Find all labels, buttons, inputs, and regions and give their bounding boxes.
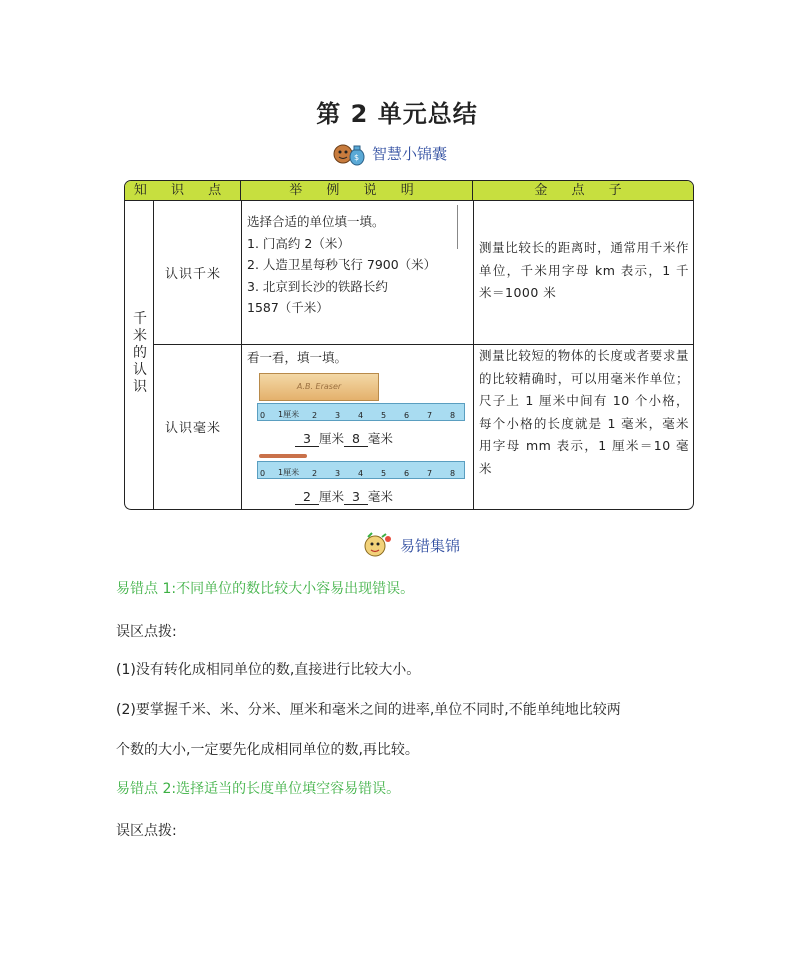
ruler-tick-label: 3 xyxy=(335,469,341,478)
ruler-tick-label: 5 xyxy=(381,469,387,478)
section-mistakes-label: 易错集锦 xyxy=(400,536,461,555)
table-header-example: 举 例 说 明 xyxy=(241,181,473,201)
divider xyxy=(153,201,154,509)
tip-kilometer: 测量比较长的距离时，通常用千米作单位，千米用字母 km 表示，1 千米＝1000 米 xyxy=(479,240,689,300)
topic-kilometer: 认识千米 xyxy=(165,267,222,282)
section-heading-mistakes xyxy=(360,531,460,559)
ruler-tick-label: 7 xyxy=(427,469,433,478)
answer-unit: 厘米 xyxy=(318,489,344,504)
divider xyxy=(473,201,474,509)
eraser-image: A.B. Eraser xyxy=(259,373,379,401)
answer-unit: 毫米 xyxy=(367,489,393,504)
ruler-tick-label: 4 xyxy=(358,411,364,420)
tip-millimeter: 测量比较短的物体的长度或者要求量的比较精确时，可以用毫米作单位；尺子上 1 厘米中间有 10 个小格，每个小格的长度就是 1 毫米，毫米用字母 mm 表示，1 厘米＝10 毫米 xyxy=(479,348,689,476)
ruler-tick-label: 8 xyxy=(450,411,456,420)
answer-blank: 8 xyxy=(344,431,368,447)
table-header-knowledge: 知 识 点 xyxy=(125,181,241,201)
pencil-image xyxy=(259,454,307,458)
hint-item: (1)没有转化成相同单位的数,直接进行比较大小。 xyxy=(116,662,421,678)
category-label: 千米的认识 xyxy=(133,311,147,395)
mistake-point-2: 易错点 2:选择适当的长度单位填空容易错误。 xyxy=(116,781,401,797)
hint-label: 误区点拨: xyxy=(116,823,177,839)
ruler-tick-label: 4 xyxy=(358,469,364,478)
answer-blank: 3 xyxy=(295,431,319,447)
ruler-tick-label: 0 xyxy=(260,411,266,420)
summary-table xyxy=(124,180,694,510)
example-line: 3. 北京到长沙的铁路长约 xyxy=(247,278,388,294)
page-title: 第 2 单元总结 xyxy=(316,100,478,128)
ruler-tick-label: 2 xyxy=(312,411,318,420)
answer-unit: 厘米 xyxy=(318,431,344,446)
example-millimeter-head: 看一看，填一填。 xyxy=(247,350,348,365)
hint-item: (2)要掌握千米、米、分米、厘米和毫米之间的进率,单位不同时,不能单纯地比较两 xyxy=(116,702,621,718)
hint-label: 误区点拨: xyxy=(116,624,177,640)
divider xyxy=(241,201,242,509)
section-tips-label: 智慧小锦囊 xyxy=(372,144,448,163)
ruler-image xyxy=(257,461,465,479)
topic-millimeter: 认识毫米 xyxy=(165,421,222,436)
example-line: 选择合适的单位填一填。 xyxy=(247,214,385,229)
ruler-image xyxy=(257,403,465,421)
cartoon-character-icon xyxy=(360,531,394,559)
example-line: 2. 人造卫星每秒飞行 7900（米） xyxy=(247,257,437,272)
ruler-tick-label: 5 xyxy=(381,411,387,420)
ruler-tick-label: 1厘米 xyxy=(278,468,300,477)
svg-text:$: $ xyxy=(354,153,360,162)
ruler-tick-label: 7 xyxy=(427,411,433,420)
ruler-tick-label: 8 xyxy=(450,469,456,478)
example-kilometer xyxy=(247,211,467,319)
answer-blank: 2 xyxy=(295,489,319,505)
ruler-tick-label: 0 xyxy=(260,469,266,478)
mistake-point-1: 易错点 1:不同单位的数比较大小容易出现错误。 xyxy=(116,581,415,597)
ruler-tick-label: 6 xyxy=(404,469,410,478)
hint-item-continued: 个数的大小,一定要先化成相同单位的数,再比较。 xyxy=(116,742,419,758)
answer-row-1 xyxy=(295,429,393,447)
answer-row-2 xyxy=(295,487,393,505)
ruler-tick-label: 2 xyxy=(312,469,318,478)
answer-blank: 3 xyxy=(344,489,368,505)
money-bag-icon xyxy=(332,140,366,166)
answer-unit: 毫米 xyxy=(367,431,393,446)
table-header-tip: 金 点 子 xyxy=(473,181,693,201)
example-line: 1. 门高约 2（米） xyxy=(247,235,350,251)
ruler-tick-label: 3 xyxy=(335,411,341,420)
section-heading-tips xyxy=(332,140,447,166)
example-line: 1587（千米） xyxy=(247,300,329,315)
ruler-tick-label: 6 xyxy=(404,411,410,420)
ruler-tick-label: 1厘米 xyxy=(278,410,300,419)
